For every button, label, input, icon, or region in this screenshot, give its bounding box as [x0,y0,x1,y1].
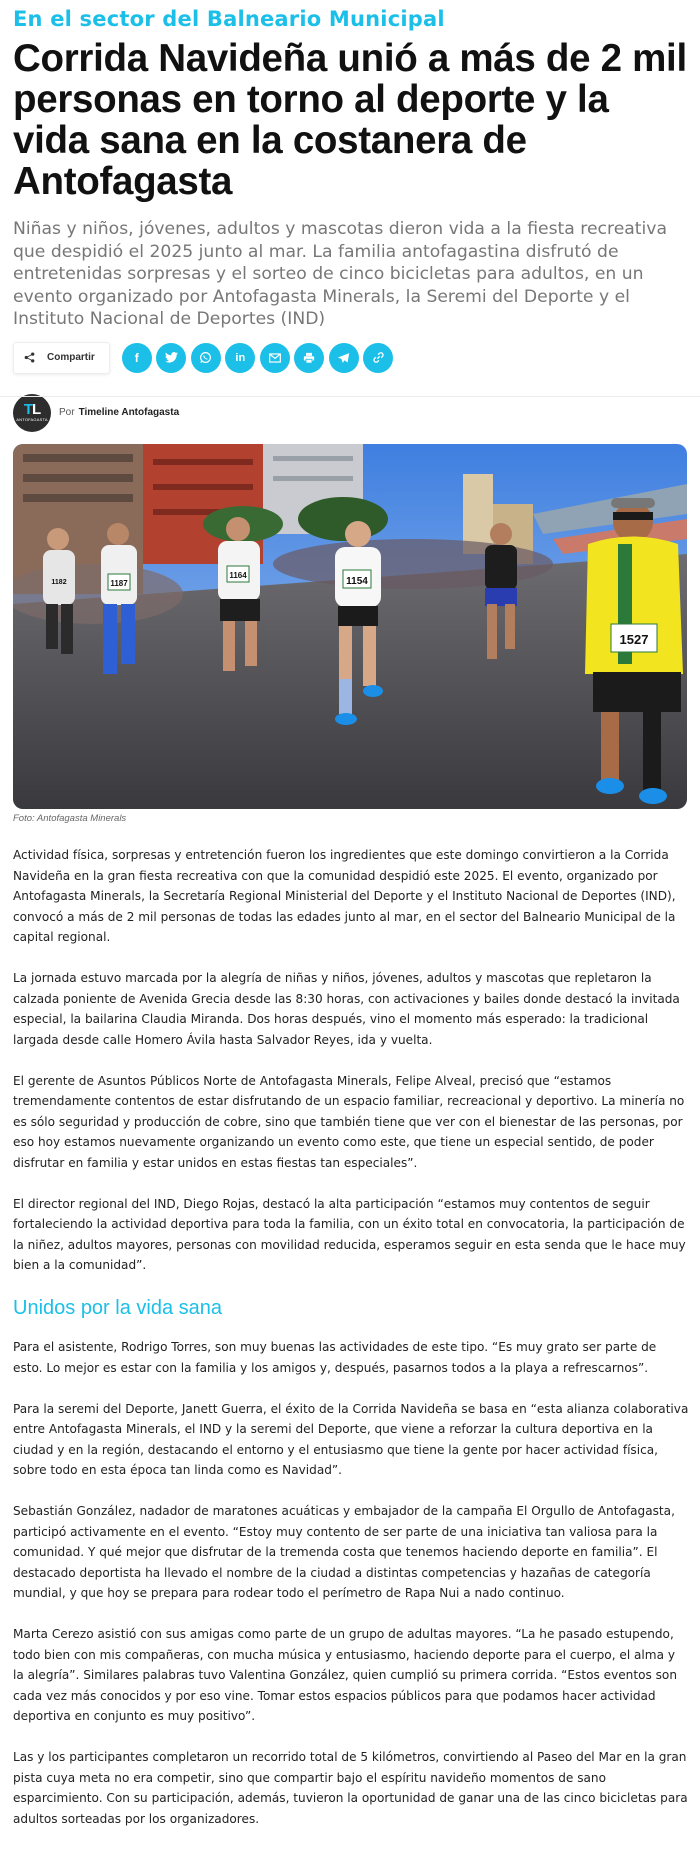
share-icon [24,352,35,363]
avatar-subtitle: ANTOFAGASTA [16,417,48,422]
article-body [13,845,689,1850]
article-title: Corrida Navideña unió a más de 2 mil personas en torno al deporte y la vida sana en la costanera de Antofagasta [13,37,687,203]
print-icon[interactable] [294,343,324,373]
paragraph-7: Sebastián González, nadador de maratones acuáticas y embajador de la campaña El Orgullo de Antofagasta, participó activamente en el evento. “Estoy muy contento de ser parte de una iniciativa tan valiosa para la comunidad. Y qué mejor que disfrutar de la tremenda costa que tenemos haciendo deporte en familia”. El destacado deportista ha llevado el nombre de la ciudad a distintas competencias y hazañas de categoría mundial, y que hoy se prepara para rodear todo el perímetro de Rapa Nui a nado continuo. [13,1504,675,1600]
photo-caption: Foto: Antofagasta Minerals [13,813,127,824]
twitter-icon[interactable] [156,343,186,373]
paragraph-2: La jornada estuvo marcada por la alegría de niñas y niños, jóvenes, adultos y mascotas que repletaron la calzada poniente de Avenida Grecia desde las 8:30 horas, con activaciones y bailes donde destacó la invitada especial, la bailarina Claudia Miranda. Dos horas después, vino el momento más esperado: la tradicional largada desde calle Homero Ávila hasta Salvador Reyes, ida y vuelta. [13,971,680,1047]
share-bar [13,342,687,374]
author-byline [13,394,687,432]
article-kicker: En el sector del Balneario Municipal [13,7,445,31]
paragraph-9: Las y los participantes completaron un recorrido total de 5 kilómetros, convirtiendo al Paseo del Mar en la gran pista cuya meta no era competir, sino que compartir bajo el espíritu navideño momentos de sano esparcimiento. Con su participación, además, tuvieron la oportunidad de ganar una de las cinco bicicletas para adultos sorteadas por los organizadores. [13,1750,688,1826]
avatar-initial-t: T [23,401,32,418]
author-name-link[interactable]: Timeline Antofagasta [78,407,180,418]
whatsapp-icon[interactable] [191,343,221,373]
bib-number-1182: 1182 [51,579,67,586]
article-header [13,0,687,432]
paragraph-8: Marta Cerezo asistió con sus amigas como parte de un grupo de adultas mayores. “La he pasado estupendo, todo bien con mis compañeras, con mucha música y entusiasmo, haciendo deporte para el cuerpo, el alma y la alegría”. Similares palabras tuvo Valentina González, quien cumplió su primera corrida. “Estos eventos son cada vez más conocidos y por eso vine. Tomar estos espacios públicos para que podamos hacer actividad deportiva en conjunto es muy positivo”. [13,1627,677,1723]
avatar[interactable] [13,394,51,432]
bib-number-1187: 1187 [110,579,128,588]
avatar-initial-l: L [32,401,41,418]
paragraph-5: Para el asistente, Rodrigo Torres, son muy buenas las actividades de este tipo. “Es muy grato ser parte de esto. Lo mejor es estar con la familia y los amigos y, después, pasarnos todos a la playa a refrescarnos”. [13,1340,657,1375]
bib-number-1154: 1154 [346,576,368,587]
paragraph-4: El director regional del IND, Diego Rojas, destacó la alta participación “estamos muy contentos de seguir fortaleciendo la actividad deportiva para toda la familia, con un éxito total en convocatoria, la participación de la niñez, adultos mayores, personas con movilidad reducida, esperamos seguir en esta senda que le hace muy bien a la comunidad”. [13,1196,686,1272]
hero-photo [13,444,687,809]
bib-number-1164: 1164 [229,571,247,580]
paragraph-1: Actividad física, sorpresas y entretención fueron los ingredientes que este domingo convirtieron a la Corrida Navideña en la gran fiesta recreativa con que la comunidad despidió este 2025. El evento, organizado por Antofagasta Minerals, la Secretaría Regional Ministerial del Deporte y el Instituto Nacional de Deportes (IND), convocó a más de 2 mil personas de todas las edades junto al mar, en el sector del Balneario Municipal de la capital regional. [13,848,676,944]
section-heading: Unidos por la vida sana [13,1297,223,1319]
linkedin-icon[interactable]: in [225,343,255,373]
link-icon[interactable] [363,343,393,373]
header-divider [0,396,700,397]
by-label: Por [59,407,75,418]
share-button[interactable] [13,342,110,374]
share-label: Compartir [47,352,95,363]
paragraph-6: Para la seremi del Deporte, Janett Guerra, el éxito de la Corrida Navideña se basa en “esta alianza colaborativa entre Antofagasta Minerals, el IND y la seremi del Deporte, que viene a reforzar la cultura deportiva en la ciudad y en la región, destacando el entorno y el entusiasmo que tiene la gente por hacer actividad física, sobre todo en esta época tan linda como es Navidad”. [13,1401,689,1477]
article-lead: Niñas y niños, jóvenes, adultos y mascotas dieron vida a la fiesta recreativa que despidió el 2025 junto al mar. La familia antofagastina disfrutó de entretenidas sorpresas y el sorteo de cinco bicicletas para adultos, en un evento organizado por Antofagasta Minerals, la Seremi del Deporte y el Instituto Nacional de Deportes (IND) [13,219,668,329]
facebook-icon[interactable]: f [122,343,152,373]
paragraph-3: El gerente de Asuntos Públicos Norte de Antofagasta Minerals, Felipe Alveal, precisó que “estamos tremendamente contentos de estar disfrutando de un espacio familiar, recreacional y deportivo. La minería no es sólo seguridad y producción de cobre, sino que también tiene que ver con el bienestar de las personas, por eso hoy estamos nuevamente organizando un evento como este, que tiene un especial sentido, de poder disfrutar en familia y estar unidos en estas fiestas tan especiales”. [13,1073,685,1170]
email-icon[interactable] [260,343,290,373]
bib-number-1527: 1527 [619,632,649,647]
telegram-icon[interactable] [329,343,359,373]
